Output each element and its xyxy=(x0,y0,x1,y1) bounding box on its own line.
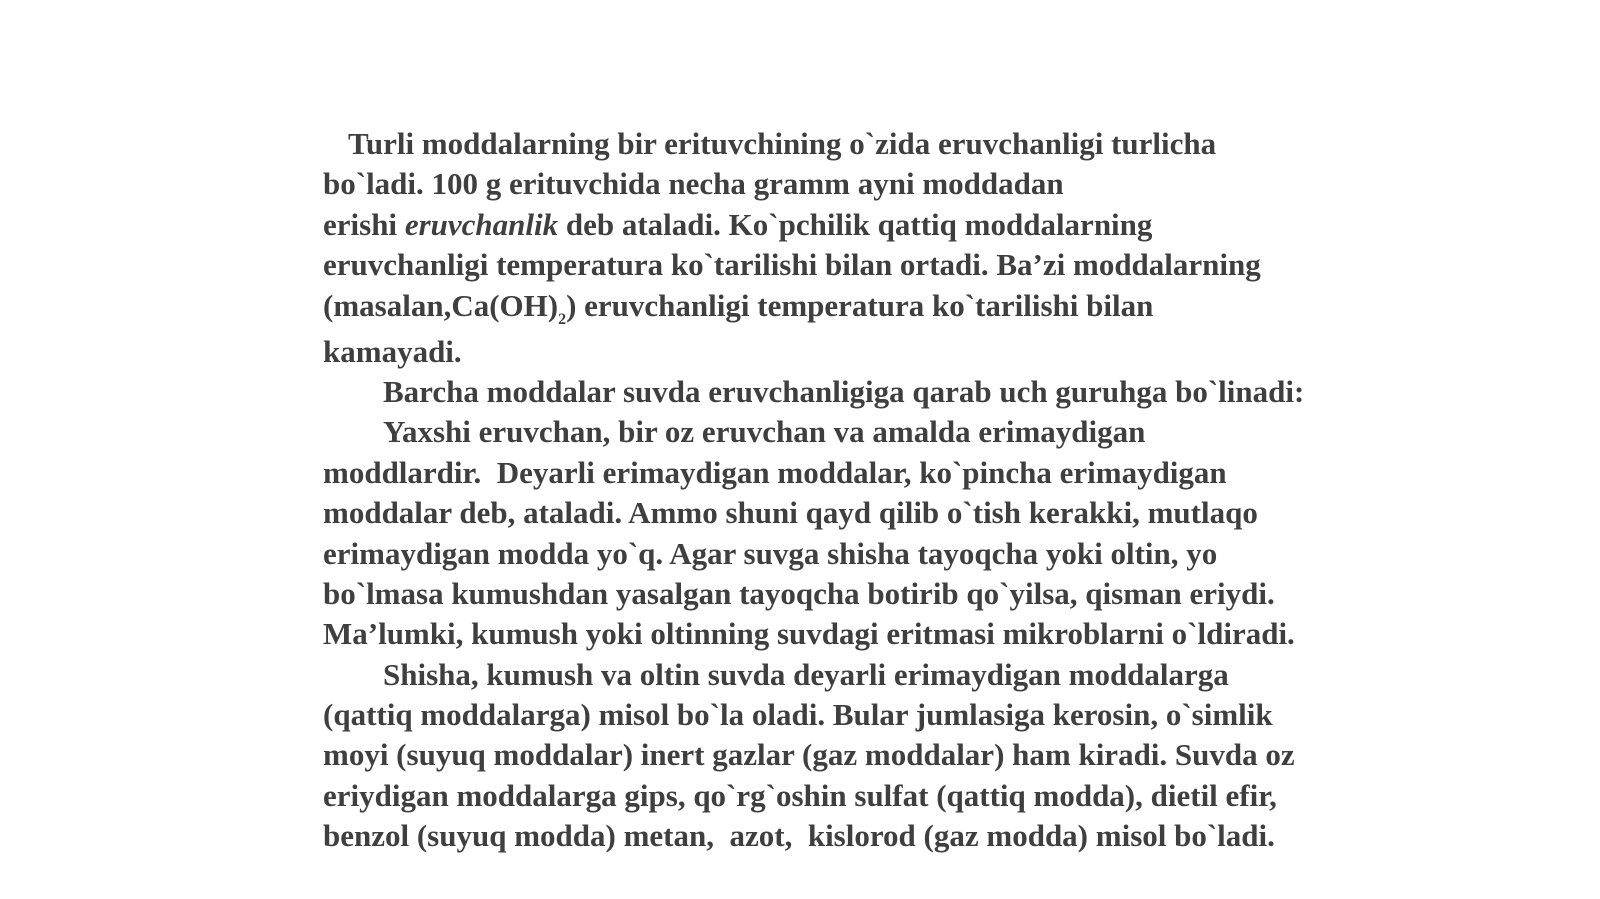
paragraph-3-line-2: moddlardir. Deyarli erimaydigan moddalar, ko`pincha erimaydigan xyxy=(323,454,1227,490)
paragraph-2-line-1: Barcha moddalar suvda eruvchanligiga qarab uch guruhga bo`linadi: xyxy=(383,373,1305,409)
paragraph-1-line-2: bo`ladi. 100 g erituvchida necha gramm ayni moddadan xyxy=(323,166,1064,202)
formula-text: (masalan,Ca(OH) xyxy=(323,287,559,323)
paragraph-3-line-1: Yaxshi eruvchan, bir oz eruvchan va amalda erimaydigan xyxy=(383,414,1146,450)
paragraph-3-line-5: bo`lmasa kumushdan yasalgan tayoqcha botirib qo`yilsa, qisman eriydi. xyxy=(323,575,1275,611)
paragraph-4-line-3: moyi (suyuq moddalar) inert gazlar (gaz moddalar) ham kiradi. Suvda oz xyxy=(323,737,1295,773)
paragraph-1-line-3 xyxy=(323,205,1403,245)
paragraph-4-line-4: eriydigan moddalarga gips, qo`rg`oshin sulfat (qattiq modda), dietil efir, xyxy=(323,777,1277,813)
paragraph-4-line-5: benzol (suyuq modda) metan, azot, kislorod (gaz modda) misol bo`ladi. xyxy=(323,818,1275,854)
paragraph-1-line-6: kamayadi. xyxy=(323,333,462,369)
paragraph-4-line-1: Shisha, kumush va oltin suvda deyarli erimaydigan moddalarga xyxy=(383,656,1229,692)
paragraph-1-line-5 xyxy=(323,286,1403,332)
paragraph-1-line-4: eruvchanligi temperatura ko`tarilishi bilan ortadi. Ba’zi moddalarning xyxy=(323,247,1261,283)
paragraph-3-line-6: Ma’lumki, kumush yoki oltinning suvdagi eritmasi mikroblarni o`ldiradi. xyxy=(323,616,1295,652)
paragraph-1-line-5-end: ) eruvchanligi temperatura ko`tarilishi bilan xyxy=(566,287,1154,323)
paragraph-4-line-2: (qattiq moddalarga) misol bo`la oladi. Bular jumlasiga kerosin, o`simlik xyxy=(323,697,1273,733)
paragraph-1-line-3-end: deb ataladi. Ko`pchilik qattiq moddalarning xyxy=(558,206,1153,242)
paragraph-1-line-1: Turli moddalarning bir erituvchining o`zida eruvchanligi turlicha xyxy=(348,126,1217,161)
paragraph-3-line-3: moddalar deb, ataladi. Ammo shuni qayd qilib o`tish kerakki, mutlaqo xyxy=(323,495,1258,531)
paragraph-1-line-3-start: erishi xyxy=(323,206,405,242)
term-eruvchanlik: eruvchanlik xyxy=(404,206,559,242)
formula-subscript: 2 xyxy=(558,310,567,328)
document-text xyxy=(323,124,1403,857)
paragraph-3-line-4: erimaydigan modda yo`q. Agar suvga shisha tayoqcha yoki oltin, yo xyxy=(323,535,1218,571)
